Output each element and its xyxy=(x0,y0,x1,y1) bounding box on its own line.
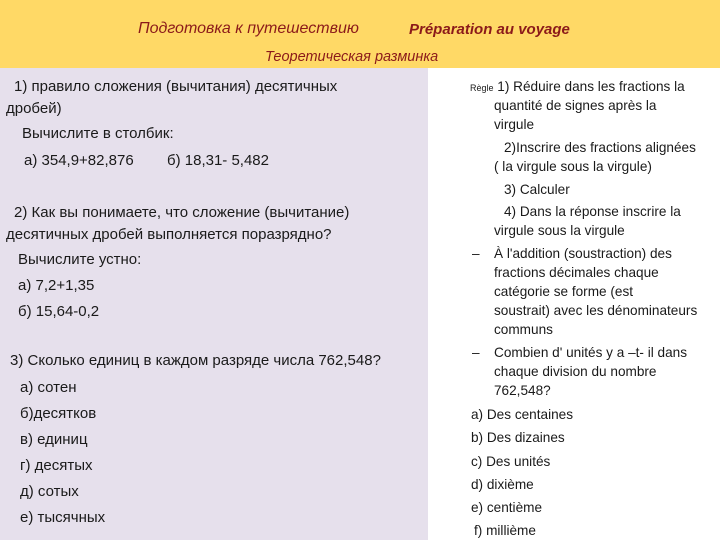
bullet-1-line: À l'addition (soustraction) des xyxy=(494,246,672,261)
q1-line1: 1) правило сложения (вычитания) десятичных xyxy=(14,78,338,95)
rule-3: 3) Calculer xyxy=(504,182,570,197)
header-bar xyxy=(0,0,720,68)
bullet-1-line: soustrait) avec les dénominateurs xyxy=(494,303,698,318)
q3-item: г) десятых xyxy=(20,457,93,474)
fr-item: d) dixième xyxy=(471,477,534,492)
q3-item: в) единиц xyxy=(20,431,88,448)
rule-2-line2: ( la virgule sous la virgule) xyxy=(494,159,652,174)
rule-4-line1: 4) Dans la réponse inscrire la xyxy=(504,204,681,219)
rule-1-line2: quantité de signes après la xyxy=(494,98,657,113)
rule-line1 xyxy=(470,78,685,97)
bullet-2-line: Combien d' unités y a –t- il dans xyxy=(494,345,688,360)
q3-item: б)десятков xyxy=(20,405,97,422)
q2-item-a: а) 7,2+1,35 xyxy=(18,277,95,294)
q2-item-b: б) 15,64-0,2 xyxy=(18,303,100,320)
q1-item-a: а) 354,9+82,876 xyxy=(24,152,134,169)
q3-item: е) тысячных xyxy=(20,509,106,526)
fr-item: e) centième xyxy=(471,500,543,515)
rule-label: Règle xyxy=(470,83,494,93)
fr-item: a) Des centaines xyxy=(471,407,574,422)
left-panel-russian xyxy=(0,68,428,540)
q3-item: а) сотен xyxy=(20,379,77,396)
q2-line2: десятичных дробей выполняется поразрядно? xyxy=(6,226,332,243)
bullet-dash-2: – xyxy=(472,345,480,360)
bullet-1-line: fractions décimales chaque xyxy=(494,265,659,280)
bullet-1-line: catégorie se forme (est xyxy=(494,284,634,299)
title-russian: Подготовка к путешествию xyxy=(138,20,359,37)
q1-instruction: Вычислите в столбик: xyxy=(22,125,174,142)
q2-line1: 2) Как вы понимаете, что сложение (вычитание) xyxy=(14,204,350,221)
q1-item-b: б) 18,31- 5,482 xyxy=(167,152,269,169)
rule-1-line3: virgule xyxy=(494,117,535,132)
q1-line2: дробей) xyxy=(6,100,62,117)
title-french: Préparation au voyage xyxy=(409,21,570,38)
bullet-2-line: 762,548? xyxy=(494,383,551,398)
fr-item: b) Des dizaines xyxy=(471,430,565,445)
rule-2-line1: 2)Inscrire des fractions alignées xyxy=(504,140,696,155)
q2-instruction: Вычислите устно: xyxy=(18,251,142,268)
fr-item: c) Des unités xyxy=(471,454,551,469)
rule-1-text: 1) Réduire dans les fractions la xyxy=(497,79,685,94)
bullet-dash-1: – xyxy=(472,246,480,261)
right-panel-french xyxy=(428,68,720,540)
bullet-2-line: chaque division du nombre xyxy=(494,364,657,379)
q3-line1: 3) Сколько единиц в каждом разряде числа 762,548? xyxy=(10,352,381,369)
subtitle: Теоретическая разминка xyxy=(265,49,439,65)
rule-4-line2: virgule sous la virgule xyxy=(494,223,625,238)
q3-item: д) сотых xyxy=(20,483,79,500)
fr-item: f) millième xyxy=(474,523,536,538)
bullet-1-line: communs xyxy=(494,322,553,337)
